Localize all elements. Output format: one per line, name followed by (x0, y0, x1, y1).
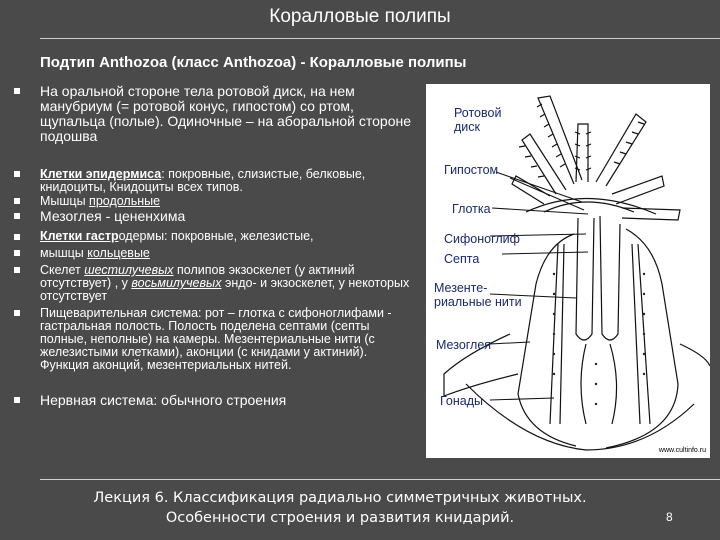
skeleton-label: Скелет (40, 263, 85, 277)
label-siphonoglyph: Сифоноглиф (444, 232, 520, 246)
bullet-marker (14, 267, 20, 273)
bullet-text (40, 230, 419, 243)
muscles-type: кольцевые (87, 246, 150, 260)
page-number: 8 (666, 510, 673, 524)
label-mesoglea: Мезоглея (436, 338, 492, 352)
footer-caption (40, 488, 640, 528)
label-mesenterial-filaments: Мезенте- риальные нити (434, 281, 522, 309)
bullet-marker (14, 213, 20, 219)
bullet-marker (14, 88, 20, 94)
octocorals-term: восьмилучевых (131, 276, 222, 290)
bullet-text (40, 264, 419, 303)
bullet-marker (14, 397, 20, 403)
bullet-marker (14, 250, 20, 256)
slide-title: Коралловые полипы (269, 6, 451, 27)
polyp-figure (426, 84, 710, 458)
label-gonads: Гонады (440, 394, 484, 408)
label-septa: Септа (444, 252, 480, 266)
slide-subtitle: Подтип Anthozoa (класс Anthozoa) - Коралловые полипы (40, 54, 467, 71)
bullet-marker (14, 234, 20, 240)
label-oral-disc: Ротовой диск (454, 106, 502, 134)
bullet-marker (14, 310, 20, 316)
skeleton-desc-end: эндо- и экзоскелет, у некоторых отсутствует (40, 276, 410, 303)
bullet-marker (14, 171, 20, 177)
skeleton-desc: полипов экзоскелет (у актиний отсутствует) , у (40, 263, 355, 290)
bullet-text: На оральной стороне тела ротовой диск, на нем манубриум (= ротовой конус, гипостом) со ртом, щупальца (полые). Одиночные – на аборальной стороне подошва (40, 83, 411, 144)
bullet-text: Мезоглея - цененхима (40, 208, 186, 224)
bullet-text: Нервная система: обычного строения (40, 392, 287, 408)
bullet-text (40, 195, 419, 208)
gastrodermis-desc: одермы: покровные, железистые, (118, 229, 314, 243)
label-hypostome: Гипостом (444, 163, 499, 177)
epidermis-term: Клетки эпидермиса (40, 167, 162, 181)
muscles-type: продольные (89, 194, 161, 208)
gastrodermis-term: Клетки гастр (40, 229, 119, 243)
bullet-text: Пищеварительная система: рот – глотка с сифоноглифами - гастральная полость. Полость поделена септами (септы полные, неполные) на камеры. Мезентериальные нити (с железистыми клетками), аконции (с книдами у актиний). Функция аконций, мезентериальных нитей. (40, 306, 392, 372)
bullet-marker (14, 198, 20, 204)
watermark: www.cultinfo.ru (658, 447, 706, 454)
label-pharynx: Глотка (452, 202, 491, 216)
bullet-text (40, 168, 419, 194)
footer-divider (40, 479, 720, 480)
hexacorals-term: шестилучевых (84, 263, 174, 277)
epidermis-desc: : покровные, слизистые, белковые, книдоциты, Книдоциты всех типов. (40, 167, 366, 194)
muscles-label: мышцы (40, 246, 88, 260)
muscles-label: Мышцы (40, 194, 90, 208)
footer-line-2: Особенности строения и развития книдарий. (165, 510, 515, 526)
title-divider (40, 38, 720, 39)
footer-line-1: Лекция 6. Классификация радиально симметричных животных. (93, 490, 587, 506)
bullet-text (40, 247, 419, 260)
